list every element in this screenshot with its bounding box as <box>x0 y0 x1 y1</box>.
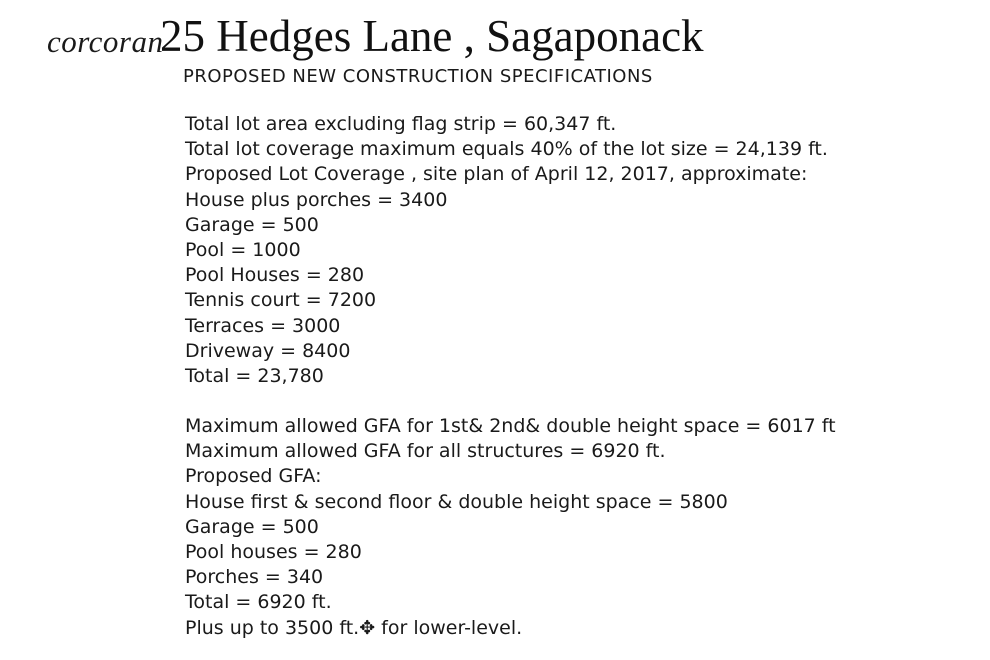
spec-line: Total = 23,780 <box>185 364 324 387</box>
spec-line: Pool Houses = 280 <box>185 264 365 287</box>
spec-line: Proposed Lot Coverage , site plan of April 12, 2017, approximate: <box>185 163 808 186</box>
spec-line: Maximum allowed GFA for all structures = 6920 ft. <box>185 440 666 463</box>
spec-line: Terraces = 3000 <box>185 314 341 337</box>
spec-line: Total = 6920 ft. <box>185 591 332 614</box>
spec-line: Pool houses = 280 <box>185 540 362 563</box>
corcoran-logo: corcoran <box>47 24 164 59</box>
spec-line: Porches = 340 <box>185 566 324 589</box>
spec-line: Plus up to 3500 ft.✥ for lower-level. <box>185 616 523 639</box>
spec-line: Proposed GFA: <box>185 465 322 488</box>
spec-line: Total lot coverage maximum equals 40% of the lot size = 24,139 ft. <box>185 138 828 161</box>
spec-line: Total lot area excluding flag strip = 60,347 ft. <box>185 113 617 135</box>
spec-line: Driveway = 8400 <box>185 339 351 362</box>
page-header <box>0 0 990 100</box>
spec-line: House first & second floor & double height space = 5800 <box>185 490 728 513</box>
spec-line: Garage = 500 <box>185 213 319 236</box>
spec-line: Garage = 500 <box>185 515 319 538</box>
page-title: 25 Hedges Lane , Sagaponack <box>160 11 704 61</box>
spec-line: House plus porches = 3400 <box>185 188 448 211</box>
page-subtitle: PROPOSED NEW CONSTRUCTION SPECIFICATIONS <box>183 66 653 87</box>
gfa-section <box>185 414 836 641</box>
spec-line: Tennis court = 7200 <box>185 289 377 312</box>
spec-line: Pool = 1000 <box>185 238 301 261</box>
spec-line: Maximum allowed GFA for 1st& 2nd& double height space = 6017 ft <box>185 415 836 437</box>
lot-coverage-section <box>185 112 828 389</box>
